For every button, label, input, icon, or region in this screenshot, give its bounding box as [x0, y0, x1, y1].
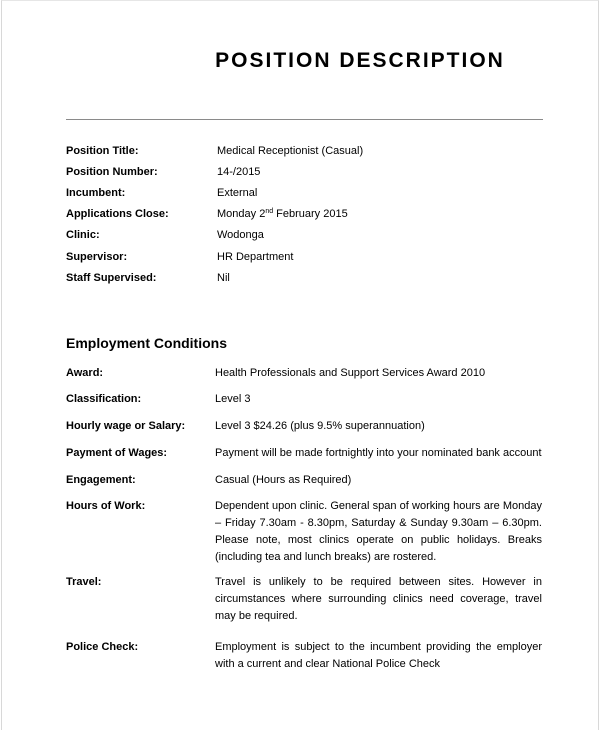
detail-label: Applications Close: [66, 208, 169, 220]
detail-label: Position Title: [66, 145, 139, 157]
detail-value: External [217, 187, 258, 199]
condition-label: Payment of Wages: [66, 447, 168, 459]
detail-value: HR Department [217, 251, 294, 263]
detail-value: 14-/2015 [217, 166, 261, 178]
document-title: POSITION DESCRIPTION [215, 49, 505, 72]
title-divider [66, 119, 543, 120]
detail-value: Wodonga [217, 229, 264, 241]
condition-value: Level 3 $24.26 (plus 9.5% superannuation) [215, 420, 425, 432]
detail-value: Medical Receptionist (Casual) [217, 145, 364, 157]
condition-label: Travel: [66, 576, 102, 588]
detail-label: Staff Supervised: [66, 272, 157, 284]
detail-value: Nil [217, 272, 230, 284]
condition-value: Payment will be made fortnightly into your nominated bank account [215, 447, 542, 459]
detail-label: Clinic: [66, 229, 100, 241]
document-page [1, 0, 599, 730]
condition-value: Casual (Hours as Required) [215, 474, 352, 486]
condition-label: Classification: [66, 393, 142, 405]
date-text: February 2015 [273, 208, 348, 220]
detail-value [217, 206, 348, 222]
ordinal-suffix: nd [265, 208, 274, 215]
detail-label: Incumbent: [66, 187, 126, 199]
condition-label: Hours of Work: [66, 500, 146, 512]
condition-value: Health Professionals and Support Services Award 2010 [215, 367, 486, 379]
condition-value: Travel is unlikely to be required between sites. However in circumstances where surrounding clinics need coverage, travel may be required. [215, 576, 542, 622]
condition-value: Dependent upon clinic. General span of working hours are Monday – Friday 7.30am - 8.30pm, Saturday & Sunday 9.30am – 6.30pm. Please note, most clinics operate on public holidays. Breaks (including tea and lunch breaks) are rostered. [215, 500, 542, 563]
condition-label: Award: [66, 367, 104, 379]
detail-label: Supervisor: [66, 251, 128, 263]
section-heading-employment-conditions: Employment Conditions [66, 335, 227, 351]
date-text: Monday 2 [217, 208, 266, 220]
condition-value: Employment is subject to the incumbent providing the employer with a current and clear National Police Check [215, 641, 542, 670]
condition-label: Engagement: [66, 474, 136, 486]
condition-label: Hourly wage or Salary: [66, 420, 186, 432]
condition-value: Level 3 [215, 393, 251, 405]
detail-label: Position Number: [66, 166, 158, 178]
condition-label: Police Check: [66, 641, 139, 653]
